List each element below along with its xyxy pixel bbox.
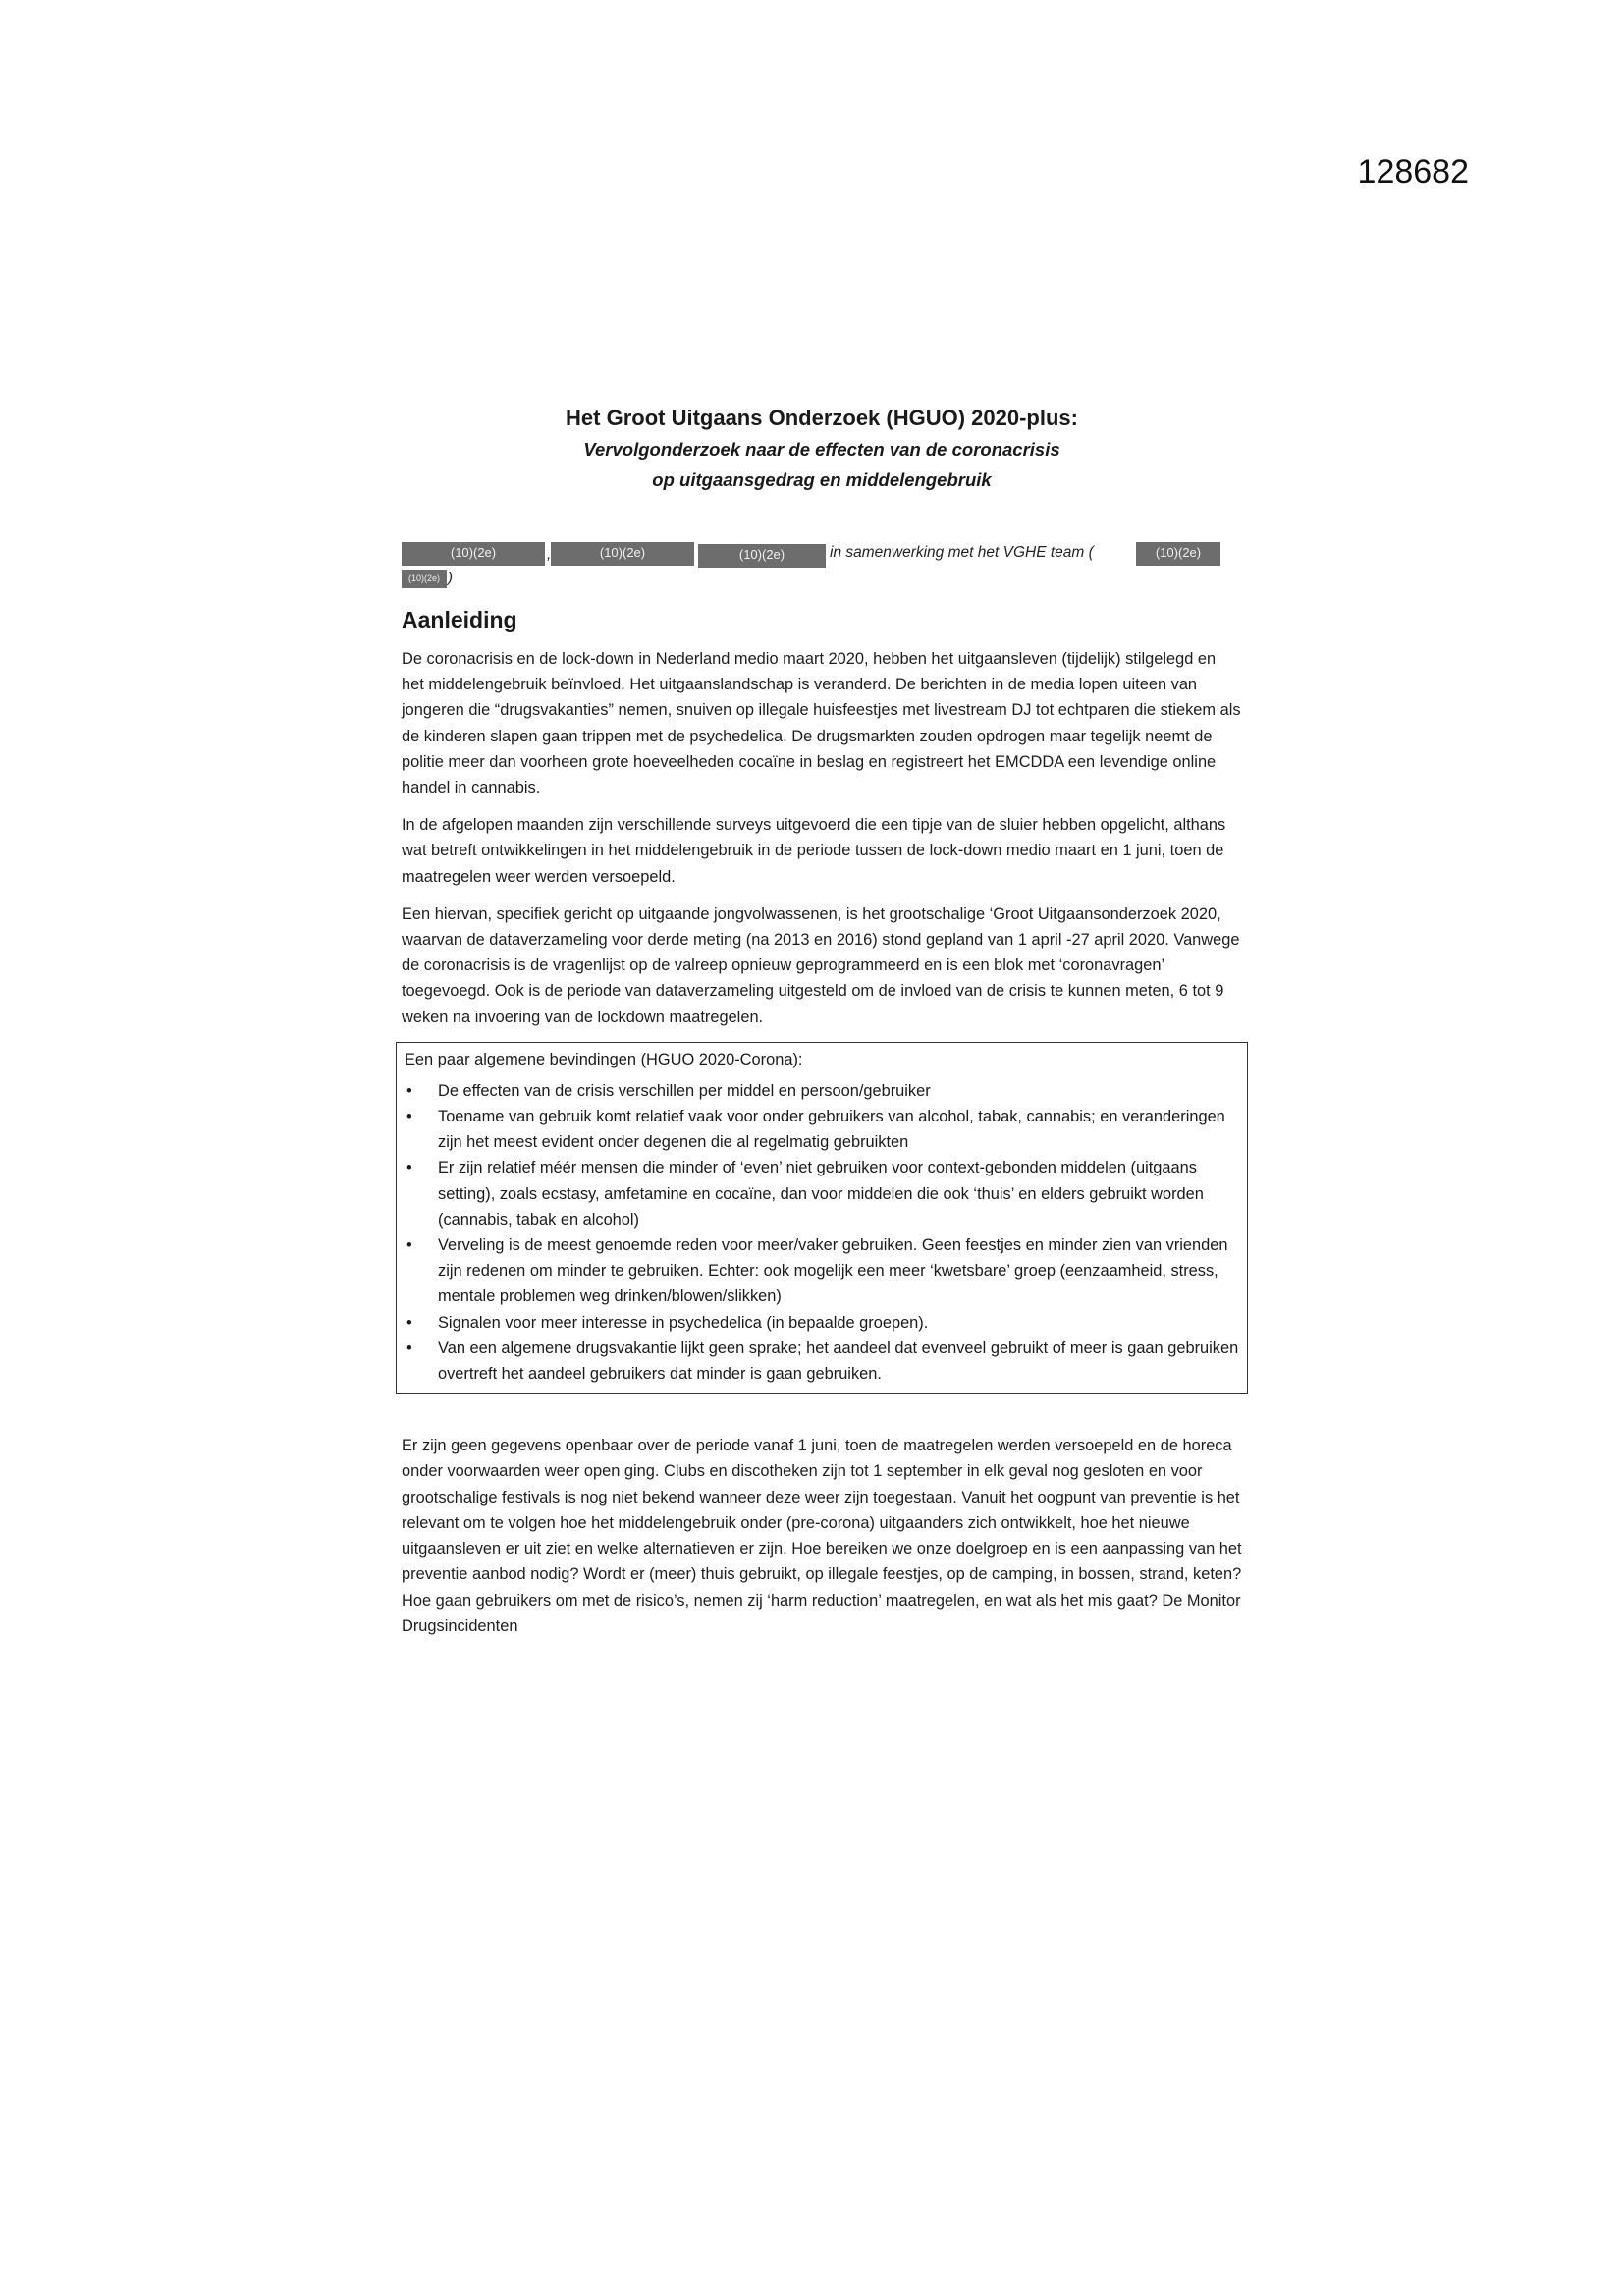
redacted-team-member-1: (10)(2e) [1136, 542, 1220, 566]
document-subtitle-line1: Vervolgonderzoek naar de effecten van de coronacrisis [583, 439, 1060, 460]
redacted-team-member-2: (10)(2e) [402, 570, 447, 588]
list-item [405, 1336, 1239, 1387]
author-closing-paren: ) [448, 570, 453, 586]
list-item [405, 1155, 1239, 1232]
document-number: 128682 [1357, 153, 1469, 191]
bullet-icon: • [406, 1108, 412, 1126]
findings-title: Een paar algemene bevindingen (HGUO 2020-Corona): [405, 1050, 803, 1068]
redacted-author-1: (10)(2e) [402, 542, 545, 566]
author-separator-1: , [547, 546, 552, 563]
collaboration-text: in samenwerking met het VGHE team ( [830, 544, 1094, 561]
list-item-text: Er zijn relatief méér mensen die minder of ‘even’ niet gebruiken voor context-gebonden middelen (uitgaans setting), zoals ecstasy, amfetamine en cocaïne, dan voor middelen die ook ‘thuis’ en elders gebruikt worden (cannabis, tabak en alcohol) [438, 1159, 1204, 1229]
list-item-text: Toename van gebruik komt relatief vaak voor onder gebruikers van alcohol, tabak, cannabis; en veranderingen zijn het meest evident onder degenen die al regelmatig gebruikten [438, 1108, 1225, 1152]
list-item [405, 1310, 1239, 1336]
list-item-text: De effecten van de crisis verschillen per middel en persoon/gebruiker [438, 1081, 931, 1100]
document-subtitle-line2: op uitgaansgedrag en middelengebruik [652, 469, 992, 490]
list-item [405, 1104, 1239, 1155]
bullet-icon: • [406, 1236, 412, 1255]
author-line [402, 540, 1242, 593]
redacted-author-3: (10)(2e) [698, 544, 826, 568]
document-page [402, 403, 1242, 1651]
paragraph-1: De coronacrisis en de lock-down in Nederland medio maart 2020, hebben het uitgaansleven (tijdelijk) stilgelegd en het middelengebruik beïnvloed. Het uitgaanslandschap is veranderd. De berichten in de media lopen uiteen van jongeren die “drugsvakanties” nemen, snuiven op illegale huisfeestjes met livestream DJ tot echtparen die stiekem als de kinderen slapen gaan trippen met de psychedelica. De drugsmarkten zouden opdrogen maar tegelijk neemt de politie meer dan voorheen grote hoeveelheden cocaïne in beslag en registreert het EMCDDA een levendige online handel in cannabis. [402, 650, 1241, 797]
list-item-text: Van een algemene drugsvakantie lijkt geen sprake; het aandeel dat evenveel gebruikt of meer is gaan gebruiken overtreft het aandeel gebruikers dat minder is gaan gebruiken. [438, 1339, 1239, 1384]
list-item-text: Signalen voor meer interesse in psychedelica (in bepaalde groepen). [438, 1313, 929, 1332]
bullet-icon: • [406, 1313, 412, 1332]
bullet-icon: • [406, 1339, 412, 1357]
bullet-icon: • [406, 1081, 412, 1100]
list-item [405, 1078, 1239, 1104]
findings-box [396, 1042, 1248, 1394]
paragraph-3: Een hiervan, specifiek gericht op uitgaande jongvolwassenen, is het grootschalige ‘Groot Uitgaansonderzoek 2020, waarvan de dataverzameling voor derde meting (na 2013 en 2016) stond gepland van 1 april -27 april 2020. Vanwege de coronacrisis is de vragenlijst op de valreep opnieuw geprogrammeerd en is een blok met ‘coronavragen’ toegevoegd. Ook is de periode van dataverzameling uitgesteld om de invloed van de crisis te kunnen meten, 6 tot 9 weken na invoering van de lockdown maatregelen. [402, 904, 1240, 1026]
findings-list [405, 1078, 1239, 1387]
closing-paragraph: Er zijn geen gegevens openbaar over de periode vanaf 1 juni, toen de maatregelen werden versoepeld en de horeca onder voorwaarden weer open ging. Clubs en discotheken zijn tot 1 september in elk geval nog gesloten en voor grootschalige festivals is nog niet bekend wanneer deze weer zijn toegestaan. Vanuit het oogpunt van preventie is het relevant om te volgen hoe het middelengebruik onder (pre-corona) uitgaanders zich ontwikkelt, hoe het nieuwe uitgaansleven er uit ziet en welke alternatieven er zijn. Hoe bereiken we onze doelgroep en is een aanpassing van het preventie aanbod nodig? Wordt er (meer) thuis gebruikt, op illegale feestjes, op de camping, in bossen, strand, keten? Hoe gaan gebruikers om met de risico’s, nemen zij ‘harm reduction’ maatregelen, en wat als het mis gaat? De Monitor Drugsincidenten [402, 1437, 1242, 1635]
redacted-author-2: (10)(2e) [551, 542, 694, 566]
document-title: Het Groot Uitgaans Onderzoek (HGUO) 2020-plus: [566, 406, 1078, 430]
bullet-icon: • [406, 1159, 412, 1177]
list-item-text: Verveling is de meest genoemde reden voor meer/vaker gebruiken. Geen feestjes en minder zien van vrienden zijn redenen om minder te gebruiken. Echter: ook mogelijk een meer ‘kwetsbare’ groep (eenzaamheid, stress, mentale problemen weg drinken/blowen/slikken) [438, 1236, 1228, 1306]
list-item [405, 1232, 1239, 1310]
section-heading: Aanleiding [402, 607, 517, 632]
paragraph-2: In de afgelopen maanden zijn verschillende surveys uitgevoerd die een tipje van de sluier hebben opgelicht, althans wat betreft ontwikkelingen in het middelengebruik in de periode tussen de lock-down medio maart en 1 juni, toen de maatregelen weer werden versoepeld. [402, 816, 1226, 886]
